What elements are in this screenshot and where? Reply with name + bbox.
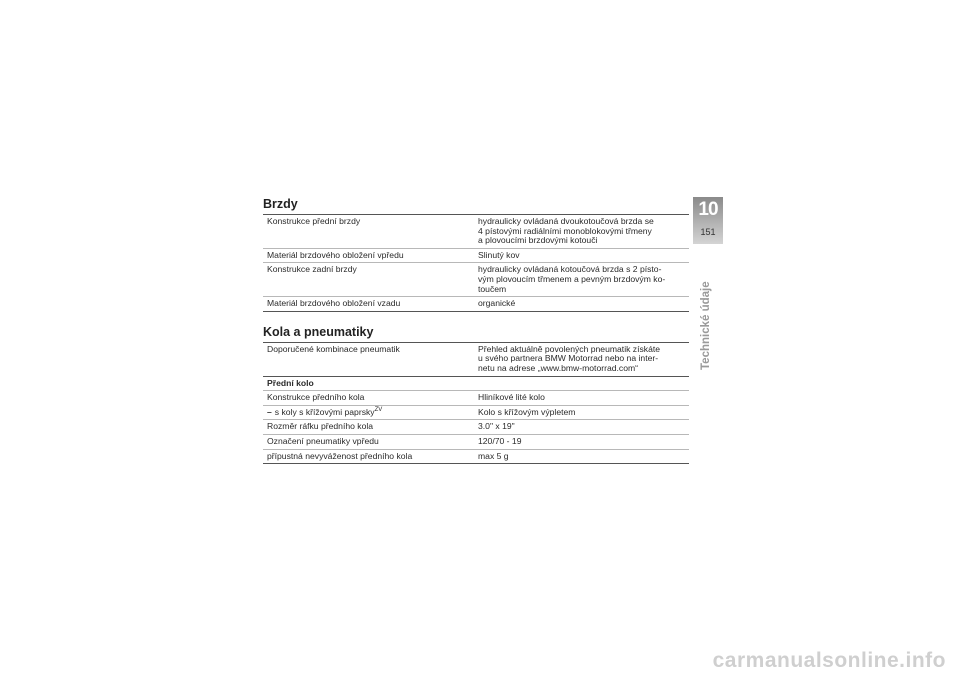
value-line: u svého partnera BMW Motorrad nebo na inter- bbox=[478, 353, 659, 364]
value-line: hydraulicky ovládaná kotoučová brzda s 2 písto- bbox=[478, 264, 662, 275]
spec-label: Konstrukce přední brzdy bbox=[263, 215, 472, 249]
value-line: a plovoucími brzdovými kotouči bbox=[478, 235, 598, 246]
value-line: toučem bbox=[478, 283, 507, 294]
spec-value: Kolo s křížovým výpletem bbox=[472, 405, 689, 420]
watermark: carmanualsonline.info bbox=[712, 649, 946, 672]
value-line: vým plovoucím třmenem a pevným brzdovým ko- bbox=[478, 273, 666, 284]
subsection-header bbox=[263, 376, 689, 391]
spec-label: Doporučené kombinace pneumatik bbox=[263, 342, 472, 376]
chapter-tab bbox=[693, 197, 723, 244]
spec-value bbox=[472, 215, 689, 249]
table-row bbox=[263, 342, 689, 376]
spec-label: Konstrukce zadní brzdy bbox=[263, 263, 472, 297]
table-row bbox=[263, 248, 689, 263]
chapter-side-title: Technické údaje bbox=[700, 281, 712, 370]
table-row bbox=[263, 391, 689, 406]
dash-marker: – bbox=[267, 406, 272, 417]
wheels-table bbox=[263, 342, 689, 464]
page-number: 151 bbox=[700, 227, 716, 237]
chapter-number: 10 bbox=[698, 199, 718, 220]
spec-label: Materiál brzdového obložení vzadu bbox=[263, 297, 472, 312]
option-code: ZV bbox=[374, 406, 383, 413]
spec-label: Konstrukce předního kola bbox=[263, 391, 472, 406]
spec-label: Rozměr ráfku předního kola bbox=[263, 420, 472, 435]
section-title-wheels: Kola a pneumatiky bbox=[263, 324, 374, 339]
value-line: hydraulicky ovládaná dvoukotoučová brzda se bbox=[478, 216, 654, 226]
table-row bbox=[263, 297, 689, 312]
spec-value: Slinutý kov bbox=[472, 248, 689, 263]
value-line: Přehled aktuálně povolených pneumatik získáte bbox=[478, 343, 661, 354]
spec-value bbox=[472, 342, 689, 376]
section-title-brakes: Brzdy bbox=[263, 197, 298, 211]
option-label: s koly s křížovými paprsky bbox=[274, 406, 375, 417]
table-row bbox=[263, 405, 689, 420]
spec-content bbox=[263, 196, 689, 464]
spec-value: 120/70 - 19 bbox=[472, 434, 689, 449]
spec-label-option bbox=[263, 405, 472, 420]
spec-label: Materiál brzdového obložení vpředu bbox=[263, 248, 472, 263]
spec-label: Označení pneumatiky vpředu bbox=[263, 434, 472, 449]
spec-value bbox=[472, 263, 689, 297]
spec-value: organické bbox=[472, 297, 689, 312]
spec-value: Hliníkové lité kolo bbox=[472, 391, 689, 406]
table-row bbox=[263, 215, 689, 249]
table-row bbox=[263, 420, 689, 435]
spec-value: max 5 g bbox=[472, 449, 689, 464]
table-row bbox=[263, 449, 689, 464]
spec-value: 3.0" x 19" bbox=[472, 420, 689, 435]
table-row bbox=[263, 263, 689, 297]
spec-label: přípustná nevyváženost předního kola bbox=[263, 449, 472, 464]
brakes-table bbox=[263, 214, 689, 312]
table-row bbox=[263, 434, 689, 449]
value-line: 4 pístovými radiálními monoblokovými třmeny bbox=[478, 225, 652, 236]
value-line: netu na adrese „www.bmw-motorrad.com“ bbox=[478, 362, 638, 373]
subsection-title-front-wheel: Přední kolo bbox=[263, 376, 689, 391]
